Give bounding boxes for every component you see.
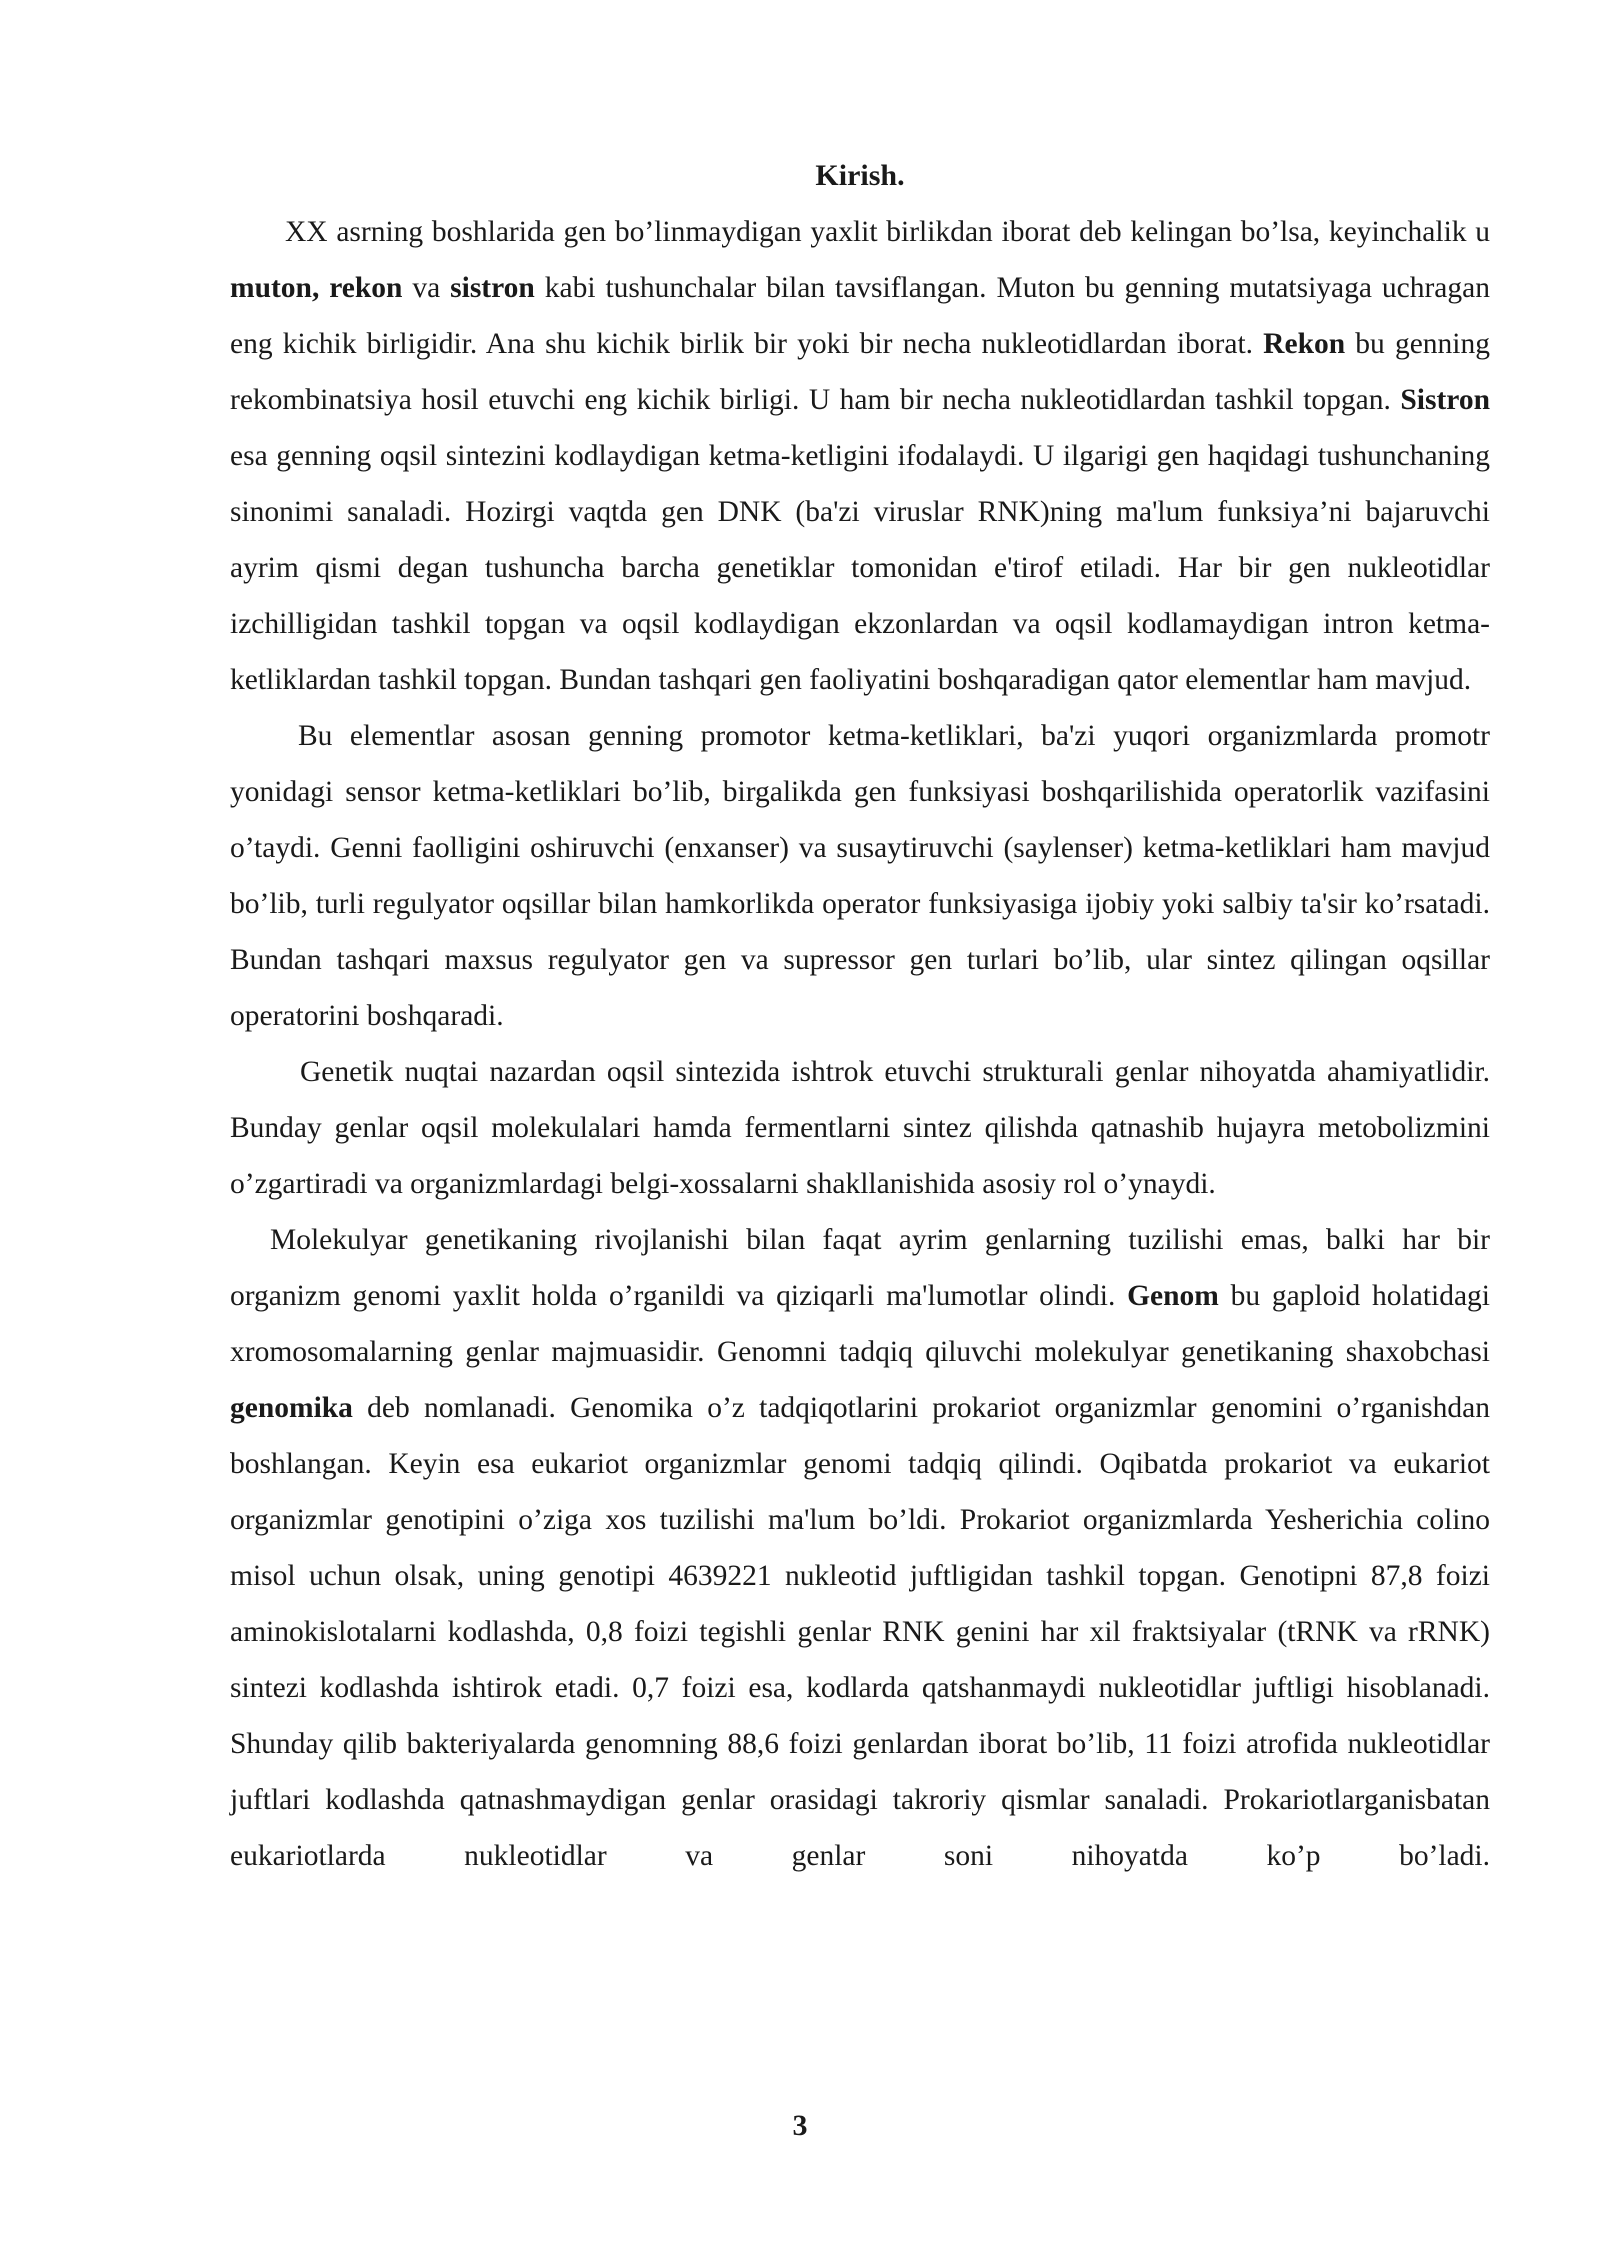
page-title: Kirish. [815,159,905,192]
paragraph-3: Genetik nuqtai nazardan oqsil sintezida ishtrok etuvchi strukturali genlar nihoyatda ahamiyatlidir. Bunday genlar oqsil molekulalari hamda fermentlarni sintez qilishda qatnashib hujayra metobolizmini o’zgartiradi va organizmlardagi belgi-xossalarni shakllanishida asosiy rol o’ynaydi. [230,1056,1490,1200]
document-page [230,148,1490,1884]
paragraph-4: Molekulyar genetikaning rivojlanishi bilan faqat ayrim genlarning tuzilishi emas, balki har bir organizm genomi yaxlit holda o’rganildi va qiziqarli ma'lumotlar olindi. Genom bu gaploid holatidagi xromosomalarning genlar majmuasidir. Genomni tadqiq qiluvchi molekulyar genetikaning shaxobchasi genomika deb nomlanadi. Genomika o’z tadqiqotlarini prokariot organizmlar genomini o’rganishdan boshlangan. Keyin esa eukariot organizmlar genomi tadqiq qilindi. Oqibatda prokariot va eukariot organizmlar genotipini o’ziga xos tuzilishi ma'lum bo’ldi. Prokariot organizmlarda Yesherichia colino misol uchun olsak, uning genotipi 4639221 nukleotid juftligidan tashkil topgan. Genotipni 87,8 foizi aminokislotalarni kodlashda, 0,8 foizi tegishli genlar RNK genini har xil fraktsiyalar (tRNK va rRNK) sintezi kodlashda ishtirok etadi. 0,7 foizi esa, kodlarda qatshanmaydi nukleotidlar juftligi hisoblanadi. Shunday qilib bakteriyalarda genomning 88,6 foizi genlardan iborat bo’lib, 11 foizi atrofida nukleotidlar juftlari kodlashda qatnashmaydigan genlar orasidagi takroriy qismlar sanaladi. Prokariotlarganisbatan eukariotlarda nukleotidlar va genlar soni nihoyatda ko’p bo’ladi. [230,1224,1490,1872]
page-number: 3 [792,2109,808,2142]
paragraph-2: Bu elementlar asosan genning promotor ketma-ketliklari, ba'zi yuqori organizmlarda promotr yonidagi sensor ketma-ketliklari bo’lib, birgalikda gen funksiyasi boshqarilishida operatorlik vazifasini o’taydi. Genni faolligini oshiruvchi (enxanser) va susaytiruvchi (saylenser) ketma-ketliklari ham mavjud bo’lib, turli regulyator oqsillar bilan hamkorlikda operator funksiyasiga ijobiy yoki salbiy ta'sir ko’rsatadi. Bundan tashqari maxsus regulyator gen va supressor gen turlari bo’lib, ular sintez qilingan oqsillar operatorini boshqaradi. [230,720,1490,1032]
bold-term: sistron [450,272,535,304]
bold-term: genomika [230,1392,353,1424]
bold-term: Rekon [1263,328,1346,360]
bold-term: Genom [1127,1280,1219,1312]
paragraph-1: XX asrning boshlarida gen bo’linmaydigan yaxlit birlikdan iborat deb kelingan bo’lsa, keyinchalik u muton, rekon va sistron kabi tushunchalar bilan tavsiflangan. Muton bu genning mutatsiyaga uchragan eng kichik birligidir. Ana shu kichik birlik bir yoki bir necha nukleotidlardan iborat. Rekon bu genning rekombinatsiya hosil etuvchi eng kichik birligi. U ham bir necha nukleotidlardan tashkil topgan. Sistron esa genning oqsil sintezini kodlaydigan ketma-ketligini ifodalaydi. U ilgarigi gen haqidagi tushunchaning sinonimi sanaladi. Hozirgi vaqtda gen DNK (ba'zi viruslar RNK)ning ma'lum funksiya’ni bajaruvchi ayrim qismi degan tushuncha barcha genetiklar tomonidan e'tirof etiladi. Har bir gen nukleotidlar izchilligidan tashkil topgan va oqsil kodlaydigan ekzonlardan va oqsil kodlamaydigan intron ketma-ketliklardan tashkil topgan. Bundan tashqari gen faoliyatini boshqaradigan qator elementlar ham mavjud. [230,216,1490,696]
bold-term: muton, rekon [230,272,403,304]
bold-term: Sistron [1400,384,1490,416]
